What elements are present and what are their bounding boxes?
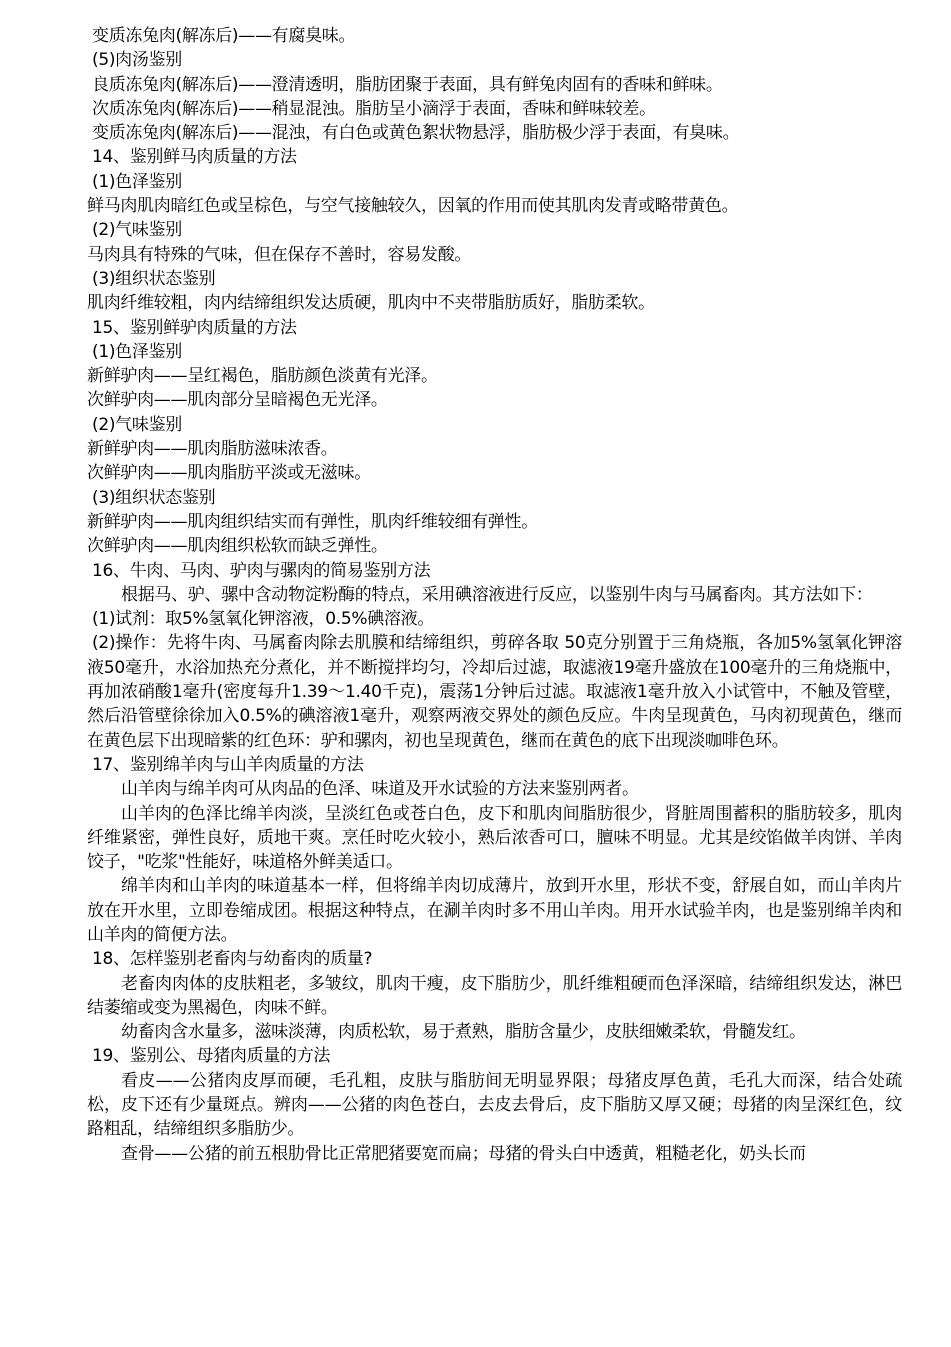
paragraph: 良质冻兔肉(解冻后)——澄清透明，脂肪团聚于表面，具有鲜兔肉固有的香味和鲜味。 (92, 74, 723, 95)
paragraph: 次鲜驴肉——肌肉脂肪平淡或无滋味。 (87, 463, 371, 484)
paragraph: 查骨——公猪的前五根肋骨比正常肥猪要宽而扁；母猪的骨头白中透黄，粗糙老化，奶头长而 (121, 1143, 806, 1164)
paragraph: 新鲜驴肉——呈红褐色，脂肪颜色淡黄有光泽。 (87, 366, 438, 387)
paragraph: 次质冻兔肉(解冻后)——稍显混浊。脂肪呈小滴浮于表面，香味和鲜味较差。 (92, 98, 656, 119)
paragraph: 肌肉纤维较粗，肉内结缔组织发达质硬，肌肉中不夹带脂肪质好，脂肪柔软。 (87, 293, 655, 314)
paragraph: 幼畜肉含水量多，滋味淡薄，肉质松软，易于煮熟，脂肪含量少，皮肤细嫩柔软，骨髓发红。 (121, 1022, 806, 1043)
paragraph: 山羊肉的色泽比绵羊肉淡，呈淡红色或苍白色，皮下和肌肉间脂肪很少，肾脏周围蓄积的脂肪较多，肌肉纤维紧密，弹性良好，质地干爽。烹任时吃火较小，熟后浓香可口，膻味不明显。尤其是绞馅做羊肉饼、羊肉饺子，"吃浆"性能好，味道格外鲜美适口。 (87, 803, 902, 873)
paragraph: (3)组织状态鉴别 (92, 487, 216, 508)
paragraph: (3)组织状态鉴别 (92, 268, 216, 289)
paragraph: 变质冻兔肉(解冻后)——有腐臭味。 (92, 26, 356, 46)
paragraph: 14、鉴别鲜马肉质量的方法 (92, 147, 297, 168)
paragraph: 15、鉴别鲜驴肉质量的方法 (92, 317, 297, 338)
paragraph: (2)气味鉴别 (92, 220, 182, 241)
paragraph: 次鲜驴肉——肌肉部分呈暗褐色无光泽。 (87, 390, 388, 411)
paragraph: 老畜肉肉体的皮肤粗老，多皱纹，肌肉干瘦，皮下脂肪少，肌纤维粗硬而色泽深暗，结缔组织发达，淋巴结萎缩或变为黑褐色，肉味不鲜。 (87, 973, 902, 1018)
paragraph: (2)操作：先将牛肉、马属畜肉除去肌膜和结缔组织，剪碎各取 50克分别置于三角烧瓶，各加5%氢氧化钾溶液50毫升，水浴加热充分煮化，并不断搅拌均匀，冷却后过滤，取滤液19毫升盛放在100毫升的三角烧瓶中，再加浓硝酸1毫升(密度每升1.39～1.40千克)，震荡1分钟后过滤。取滤液1毫升放入小试管中，不触及管壁，然后沿管壁徐徐加入0.5%的碘溶液1毫升，观察两液交界处的颜色反应。牛肉呈现黄色，马肉初现黄色，继而在黄色层下出现暗紫的红色环：驴和骡肉，初也呈现黄色，继而在黄色的底下出现淡咖啡色环。 (87, 633, 902, 751)
paragraph: 根据马、驴、骡中含动物淀粉酶的特点，采用碘溶液进行反应，以鉴别牛肉与马属畜肉。其方法如下： (121, 584, 873, 605)
paragraph: 变质冻兔肉(解冻后)——混浊，有白色或黄色絮状物悬浮，脂肪极少浮于表面，有臭味。 (92, 123, 740, 144)
paragraph: (1)色泽鉴别 (92, 171, 182, 192)
document-body (87, 24, 902, 1166)
paragraph: (1)试剂：取5%氢氧化钾溶液，0.5%碘溶液。 (92, 609, 435, 630)
paragraph: 新鲜驴肉——肌肉组织结实而有弹性，肌肉纤维较细有弹性。 (87, 511, 538, 532)
paragraph: (1)色泽鉴别 (92, 341, 182, 362)
paragraph: 新鲜驴肉——肌肉脂肪滋味浓香。 (87, 439, 338, 460)
paragraph: 山羊肉与绵羊肉可从肉品的色泽、味道及开水试验的方法来鉴别两者。 (121, 779, 639, 800)
paragraph: (5)肉汤鉴别 (92, 50, 182, 71)
paragraph: 绵羊肉和山羊肉的味道基本一样，但将绵羊肉切成薄片，放到开水里，形状不变，舒展自如，而山羊肉片放在开水里，立即卷缩成团。根据这种特点，在涮羊肉时多不用山羊肉。用开水试验羊肉，也是鉴别绵羊肉和山羊肉的简便方法。 (87, 876, 902, 945)
paragraph: 18、怎样鉴别老畜肉与幼畜肉的质量? (92, 949, 373, 970)
paragraph: (2)气味鉴别 (92, 414, 182, 435)
paragraph: 次鲜驴肉——肌肉组织松软而缺乏弹性。 (87, 536, 388, 557)
paragraph: 看皮——公猪肉皮厚而硬，毛孔粗，皮肤与脂肪间无明显界限；母猪皮厚色黄，毛孔大而深，结合处疏松，皮下还有少量斑点。辨肉——公猪的肉色苍白，去皮去骨后，皮下脂肪又厚又硬；母猪的肉呈深红色，纹路粗乱，结缔组织多脂肪少。 (87, 1070, 902, 1140)
paragraph: 17、鉴别绵羊肉与山羊肉质量的方法 (92, 754, 364, 775)
paragraph: 马肉具有特殊的气味，但在保存不善时，容易发酸。 (87, 244, 472, 265)
paragraph: 19、鉴别公、母猪肉质量的方法 (92, 1046, 331, 1067)
paragraph: 鲜马肉肌肉暗红色或呈棕色，与空气接触较久，因氧的作用而使其肌肉发青或略带黄色。 (87, 196, 739, 217)
paragraph: 16、牛肉、马肉、驴肉与骡肉的简易鉴别方法 (92, 560, 431, 581)
